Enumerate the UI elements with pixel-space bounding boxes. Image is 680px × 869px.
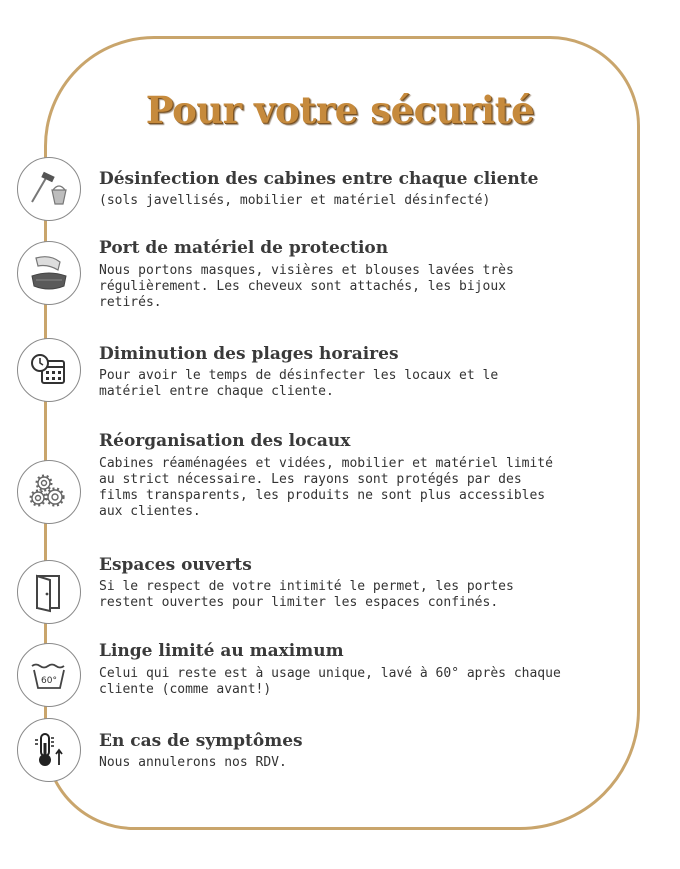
open-door-icon bbox=[17, 560, 81, 624]
item-text: (sols javellisés, mobilier et matériel désinfecté) bbox=[99, 193, 491, 208]
item-text: Cabines réaménagées et vidées, mobilier et matériel limité au strict nécessaire. Les rayons sont protégés par des films transparents, les produits ne sont plus accessibles aux clientes. bbox=[99, 456, 553, 519]
item-heading: Réorganisation des locaux bbox=[99, 431, 351, 451]
calendar-clock-icon bbox=[17, 338, 81, 402]
item-text: Pour avoir le temps de désinfecter les locaux et le matériel entre chaque cliente. bbox=[99, 368, 499, 399]
item-heading: Port de matériel de protection bbox=[99, 238, 389, 258]
item-text: Celui qui reste est à usage unique, lavé à 60° après chaque cliente (comme avant!) bbox=[99, 666, 561, 697]
item-text: Si le respect de votre intimité le permet, les portes restent ouvertes pour limiter les espaces confinés. bbox=[99, 579, 514, 610]
item-text: Nous portons masques, visières et blouses lavées très régulièrement. Les cheveux sont attachés, les bijoux retirés. bbox=[99, 263, 514, 310]
cleaning-bucket-icon bbox=[17, 157, 81, 221]
item-heading: Diminution des plages horaires bbox=[99, 344, 399, 364]
wash-temperature-label: 60° bbox=[41, 676, 57, 686]
wash-60-icon bbox=[17, 643, 81, 707]
item-heading: Désinfection des cabines entre chaque cliente bbox=[99, 169, 539, 189]
gears-icon bbox=[17, 460, 81, 524]
page-title: Pour votre sécurité bbox=[145, 88, 535, 132]
thermometer-icon bbox=[17, 718, 81, 782]
item-heading: En cas de symptômes bbox=[99, 731, 303, 751]
item-text: Nous annulerons nos RDV. bbox=[99, 755, 287, 770]
item-heading: Espaces ouverts bbox=[99, 555, 252, 575]
item-heading: Linge limité au maximum bbox=[99, 641, 344, 661]
face-mask-visor-icon bbox=[17, 241, 81, 305]
